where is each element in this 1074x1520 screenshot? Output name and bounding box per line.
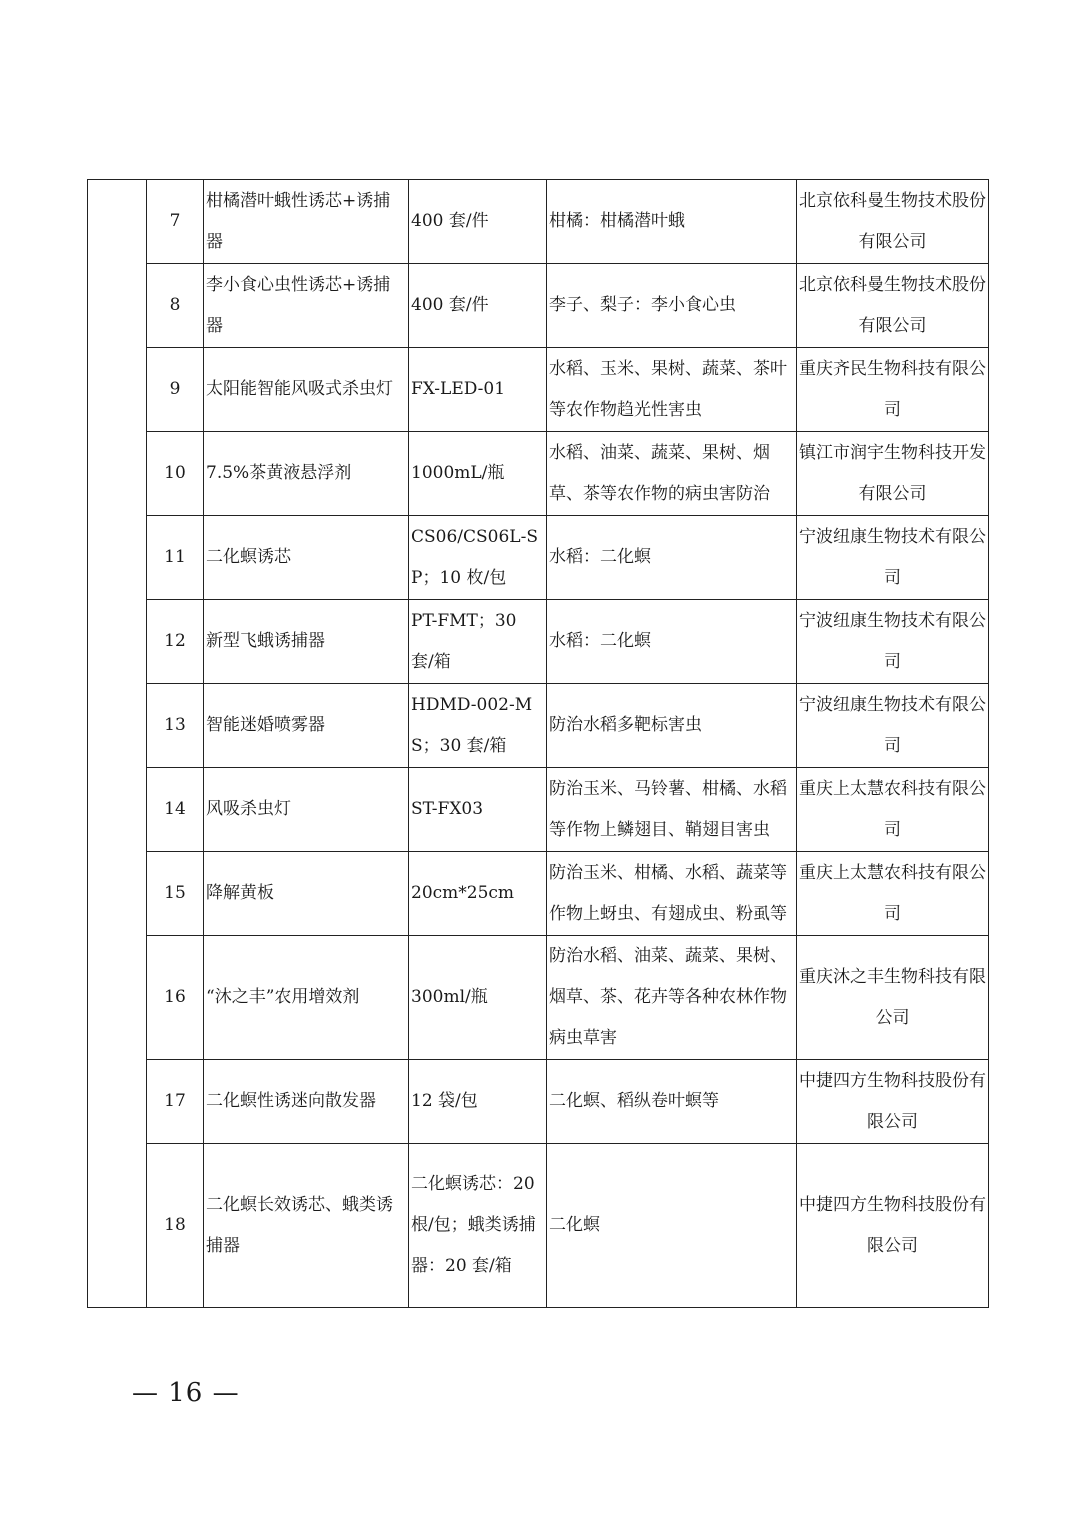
product-name: 李小食心虫性诱芯+诱捕器 <box>204 264 409 348</box>
product-use: 李子、梨子：李小食心虫 <box>547 264 797 348</box>
product-spec: CS06/CS06L-SP；10 枚/包 <box>409 516 547 600</box>
product-use: 二化螟、稻纵卷叶螟等 <box>547 1060 797 1144</box>
table-row <box>88 516 989 600</box>
row-number: 17 <box>147 1060 204 1144</box>
product-name: 二化螟性诱迷向散发器 <box>204 1060 409 1144</box>
company-name: 重庆齐民生物科技有限公司 <box>797 348 989 432</box>
table-row <box>88 684 989 768</box>
table-row <box>88 936 989 1060</box>
product-name: 风吸杀虫灯 <box>204 768 409 852</box>
company-name: 宁波纽康生物技术有限公司 <box>797 516 989 600</box>
product-spec: PT-FMT；30 套/箱 <box>409 600 547 684</box>
product-spec: 1000mL/瓶 <box>409 432 547 516</box>
table-row <box>88 600 989 684</box>
product-name: 7.5%茶黄液悬浮剂 <box>204 432 409 516</box>
row-number: 12 <box>147 600 204 684</box>
product-use: 水稻：二化螟 <box>547 600 797 684</box>
product-use: 二化螟 <box>547 1144 797 1308</box>
company-name: 北京依科曼生物技术股份有限公司 <box>797 180 989 264</box>
row-number: 15 <box>147 852 204 936</box>
table-row <box>88 348 989 432</box>
product-use: 水稻、油菜、蔬菜、果树、烟草、茶等农作物的病虫害防治 <box>547 432 797 516</box>
row-number: 18 <box>147 1144 204 1308</box>
product-use: 防治水稻、油菜、蔬菜、果树、烟草、茶、花卉等各种农林作物病虫草害 <box>547 936 797 1060</box>
row-number: 7 <box>147 180 204 264</box>
product-use: 水稻、玉米、果树、蔬菜、茶叶等农作物趋光性害虫 <box>547 348 797 432</box>
product-name: 智能迷婚喷雾器 <box>204 684 409 768</box>
product-spec: 400 套/件 <box>409 264 547 348</box>
table-row <box>88 180 989 264</box>
product-spec: 300ml/瓶 <box>409 936 547 1060</box>
company-name: 重庆沐之丰生物科技有限公司 <box>797 936 989 1060</box>
row-number: 9 <box>147 348 204 432</box>
company-name: 中捷四方生物科技股份有限公司 <box>797 1060 989 1144</box>
product-spec: HDMD-002-MS；30 套/箱 <box>409 684 547 768</box>
product-use: 防治玉米、马铃薯、柑橘、水稻等作物上鳞翅目、鞘翅目害虫 <box>547 768 797 852</box>
table-body <box>88 180 989 1308</box>
row-number: 10 <box>147 432 204 516</box>
product-use: 柑橘：柑橘潜叶蛾 <box>547 180 797 264</box>
product-table <box>87 179 989 1308</box>
company-name: 镇江市润宇生物科技开发有限公司 <box>797 432 989 516</box>
row-number: 13 <box>147 684 204 768</box>
company-name: 重庆上太慧农科技有限公司 <box>797 852 989 936</box>
product-spec: 二化螟诱芯：20 根/包；蛾类诱捕器：20 套/箱 <box>409 1144 547 1308</box>
table-row <box>88 432 989 516</box>
product-use: 防治玉米、柑橘、水稻、蔬菜等作物上蚜虫、有翅成虫、粉虱等 <box>547 852 797 936</box>
product-spec: ST-FX03 <box>409 768 547 852</box>
product-spec: FX-LED-01 <box>409 348 547 432</box>
company-name: 北京依科曼生物技术股份有限公司 <box>797 264 989 348</box>
table-row <box>88 852 989 936</box>
table-row <box>88 264 989 348</box>
company-name: 宁波纽康生物技术有限公司 <box>797 600 989 684</box>
product-name: 降解黄板 <box>204 852 409 936</box>
company-name: 中捷四方生物科技股份有限公司 <box>797 1144 989 1308</box>
table-row <box>88 1144 989 1308</box>
product-name: 太阳能智能风吸式杀虫灯 <box>204 348 409 432</box>
table-row <box>88 768 989 852</box>
row-number: 14 <box>147 768 204 852</box>
product-use: 水稻：二化螟 <box>547 516 797 600</box>
table-row <box>88 1060 989 1144</box>
product-name: 二化螟长效诱芯、蛾类诱捕器 <box>204 1144 409 1308</box>
company-name: 宁波纽康生物技术有限公司 <box>797 684 989 768</box>
category-cell <box>88 180 147 1308</box>
row-number: 8 <box>147 264 204 348</box>
product-name: 柑橘潜叶蛾性诱芯+诱捕器 <box>204 180 409 264</box>
company-name: 重庆上太慧农科技有限公司 <box>797 768 989 852</box>
product-spec: 400 套/件 <box>409 180 547 264</box>
row-number: 11 <box>147 516 204 600</box>
product-name: 新型飞蛾诱捕器 <box>204 600 409 684</box>
row-number: 16 <box>147 936 204 1060</box>
product-use: 防治水稻多靶标害虫 <box>547 684 797 768</box>
product-name: 二化螟诱芯 <box>204 516 409 600</box>
product-name: “沐之丰”农用增效剂 <box>204 936 409 1060</box>
product-spec: 12 袋/包 <box>409 1060 547 1144</box>
page-number: — 16 — <box>132 1378 240 1408</box>
product-spec: 20cm*25cm <box>409 852 547 936</box>
